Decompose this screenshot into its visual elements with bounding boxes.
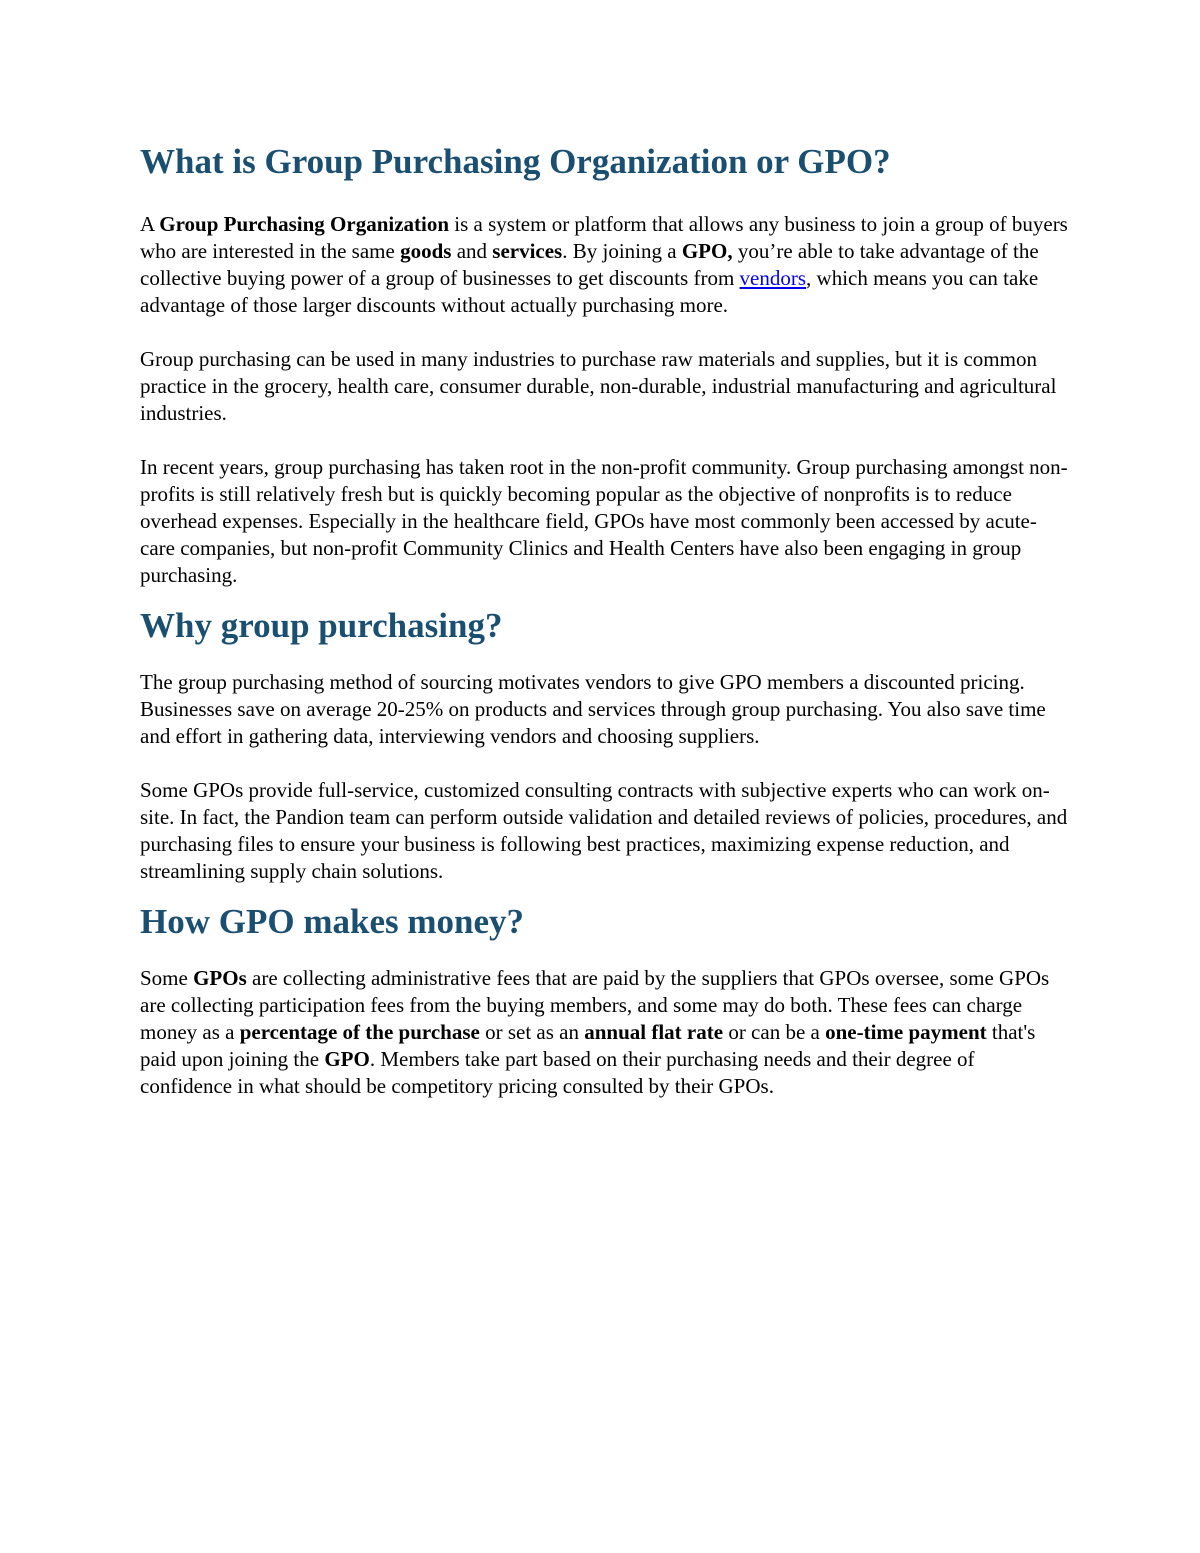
document-page (140, 140, 1070, 1100)
paragraph-non-profit (140, 454, 1070, 589)
text-run: Some GPOs provide full-service, customized consulting contracts with subjective experts who can work on-site. In fact, the Pandion team can perform outside validation and detailed reviews of policies, procedures, and purchasing files to ensure your business is following best practices, maximizing expense reduction, and streamlining supply chain solutions. (140, 778, 1068, 883)
bold-text: GPOs (193, 966, 247, 990)
text-run: Some (140, 966, 194, 990)
paragraph-savings (140, 669, 1070, 750)
heading-how-gpo-makes-money: How GPO makes money? (140, 902, 525, 941)
text-run: or can be a (723, 1020, 826, 1044)
text-run: and (451, 239, 493, 263)
text-run: . Members take part based on their purchasing needs and their degree of confidence in what should be competitory pricing consulted by their GPOs. (140, 1047, 975, 1098)
text-run: , which means you can take advantage of those larger discounts without actually purchasing more. (140, 266, 1039, 317)
text-run: In recent years, group purchasing has taken root in the non-profit community. Group purchasing amongst non-profits is still relatively fresh but is quickly becoming popular as the objective of nonprofits is to reduce overhead expenses. Especially in the healthcare field, GPOs have most commonly been accessed by acute-care companies, but non-profit Community Clinics and Health Centers have also been engaging in group purchasing. (140, 455, 1068, 587)
text-run: are collecting administrative fees that are paid by the suppliers that GPOs oversee, some GPOs are collecting participation fees from the buying members, and some may do both. These fees can charge money as a (140, 966, 1050, 1044)
heading-why-group-purchasing: Why group purchasing? (140, 606, 503, 645)
text-run: you’re able to take advantage of the collective buying power of a group of businesses to get discounts from (140, 239, 1039, 290)
bold-text: GPO (324, 1047, 370, 1071)
text-run: . By joining a (562, 239, 682, 263)
bold-text: one-time payment (825, 1020, 987, 1044)
text-run: is a system or platform that allows any business to join a group of buyers who are interested in the same (140, 212, 1068, 263)
text-run: or set as an (479, 1020, 585, 1044)
text-run: Group purchasing can be used in many industries to purchase raw materials and supplies, but it is common practice in the grocery, health care, consumer durable, non-durable, industrial manufacturing and agricultural industries. (140, 347, 1057, 425)
paragraph-gpo-definition (140, 211, 1070, 319)
bold-text: GPO, (681, 239, 733, 263)
bold-text: goods (400, 239, 452, 263)
bold-text: percentage of the purchase (239, 1020, 480, 1044)
heading-what-is-gpo: What is Group Purchasing Organization or GPO? (140, 142, 891, 181)
text-run: A (140, 212, 160, 236)
text-run: The group purchasing method of sourcing motivates vendors to give GPO members a discounted pricing. Businesses save on average 20-25% on products and services through group purchasing. You also save time and effort in gathering data, interviewing vendors and choosing suppliers. (140, 670, 1046, 748)
bold-text: Group Purchasing Organization (159, 212, 450, 236)
bold-text: annual flat rate (584, 1020, 724, 1044)
bold-text: services (492, 239, 563, 263)
vendors-link[interactable]: vendors (739, 266, 807, 290)
text-run: that's paid upon joining the (140, 1020, 1036, 1071)
paragraph-industries (140, 346, 1070, 427)
paragraph-consulting (140, 777, 1070, 885)
paragraph-fees (140, 965, 1070, 1100)
